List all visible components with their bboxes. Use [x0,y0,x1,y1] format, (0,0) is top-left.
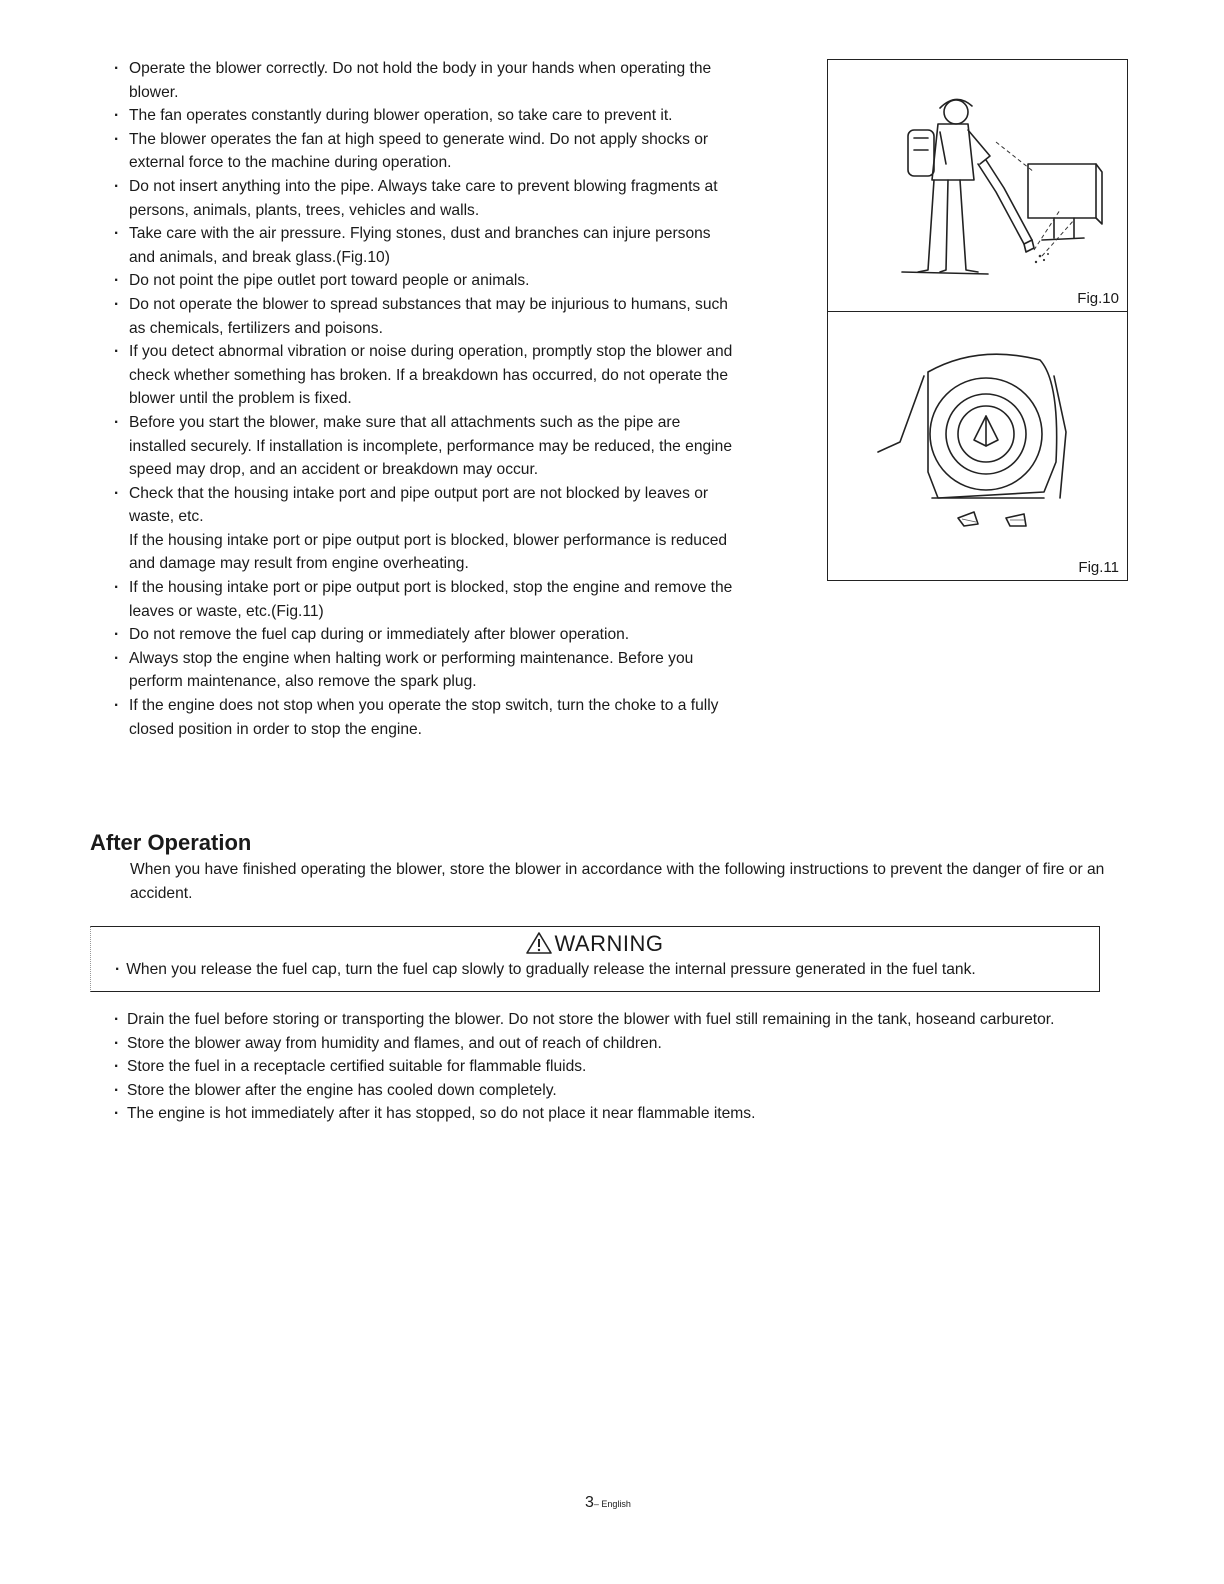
storage-list-item-line: and carburetor. [949,1011,1055,1028]
page-language: – English [593,1499,631,1509]
safety-list-item [114,175,820,222]
safety-list-item-line: · Do not remove the fuel cap during or immediately after blower operation. [129,626,630,644]
safety-list-item-line: and animals, and break glass.(Fig.10) [129,248,390,266]
safety-list-item-line: · Do not operate the blower to spread substances that may be injurious to humans, such [129,295,728,313]
safety-list-item-line: external force to the machine during operation. [129,154,452,172]
safety-list-item [114,623,820,647]
page-footer [585,1494,631,1512]
warning-heading-text: WARNING [554,931,664,956]
warning-box [90,926,1100,992]
safety-list-item [114,482,820,576]
safety-bullet-list [114,57,820,741]
safety-list-item-line: · Check that the housing intake port and pipe output port are not blocked by leaves or [129,484,709,502]
safety-list-item [114,222,820,269]
safety-list-item-line: blower until the problem is fixed. [129,390,352,408]
safety-list-item-line: persons, animals, plants, trees, vehicles and walls. [129,201,480,219]
figure-10 [828,60,1127,312]
safety-list-item-line: · If the housing intake port or pipe output port is blocked, stop the engine and remove the [129,579,733,597]
safety-list-item-line: · Do not insert anything into the pipe. Always take care to prevent blowing fragments at [129,177,718,195]
safety-list-item-line: · The fan operates constantly during blower operation, so take care to prevent it. [129,107,673,125]
safety-list-item [114,411,820,482]
figure-11 [828,312,1127,580]
safety-list-item-line: · The blower operates the fan at high speed to generate wind. Do not apply shocks or [129,130,709,148]
safety-list-item-line: · Take care with the air pressure. Flying stones, dust and branches can injure persons [129,225,711,243]
safety-list-item [114,128,820,175]
safety-list-item [114,104,820,128]
warning-triangle-icon [526,932,552,954]
figure-panel [827,59,1128,581]
safety-list-item-line: · If the engine does not stop when you operate the stop switch, turn the choke to a fully [129,697,719,715]
storage-bullet-list [114,1008,1104,1126]
page-number: 3 [585,1494,594,1511]
storage-list-item-line: Store the blower away from humidity and flames, and out of reach of children. [127,1034,662,1052]
safety-list-item-line: installed securely. If installation is incomplete, performance may be reduced, the engine [129,437,732,455]
safety-list-item [114,293,820,340]
safety-list-item-line: and damage may result from engine overheating. [129,555,469,573]
safety-list-item-line: · Before you start the blower, make sure that all attachments such as the pipe are [129,413,681,431]
figure-11-label: Fig.11 [1078,559,1119,576]
safety-list-item-line: perform maintenance, also remove the spark plug. [129,673,477,691]
safety-list-item-line: speed may drop, and an accident or breakdown may occur. [129,461,539,479]
safety-list-item-line: waste, etc. [129,508,204,526]
safety-list-item-line: · Do not point the pipe outlet port toward people or animals. [129,272,530,290]
storage-list-item [114,1032,1104,1056]
safety-list-item-line: check whether something has broken. If a breakdown has occurred, do not operate the [129,366,728,384]
figure-10-label: Fig.10 [1077,290,1119,307]
storage-list-item-line: Drain the fuel before storing or transporting the blower. Do not store the blower with fuel still remaining in the tank, hose [127,1011,950,1028]
safety-list-item [114,694,820,741]
safety-list-item [114,576,820,623]
section-title-after-operation: After Operation [90,830,252,855]
storage-list-item [114,1008,1104,1032]
safety-list-item [114,647,820,694]
safety-list-item-line: · If you detect abnormal vibration or noise during operation, promptly stop the blower and [129,343,733,361]
safety-list-item [114,269,820,293]
safety-list-item-line: as chemicals, fertilizers and poisons. [129,319,383,337]
safety-list-item-line: If the housing intake port or pipe output port is blocked, blower performance is reduced [129,531,728,549]
storage-list-item [114,1102,1104,1126]
safety-list-item-line: blower. [129,83,179,101]
section-intro: When you have finished operating the blower, store the blower in accordance with the following instructions to prevent the danger of fire or an accident. [130,861,1105,902]
storage-list-item-line: Store the blower after the engine has cooled down completely. [127,1081,557,1099]
storage-list-item-line: The engine is hot immediately after it has stopped, so do not place it near flammable items. [127,1105,756,1123]
safety-list-item [114,340,820,411]
safety-list-item [114,57,820,104]
storage-list-item-line: Store the fuel in a receptacle certified suitable for flammable fluids. [127,1058,587,1076]
safety-list-item-line: leaves or waste, etc.(Fig.11) [129,602,324,620]
safety-list-item-line: closed position in order to stop the engine. [129,720,423,738]
safety-list-item-line: · Operate the blower correctly. Do not hold the body in your hands when operating the [129,60,712,77]
safety-list-item-line: · Always stop the engine when halting work or performing maintenance. Before you [129,649,694,667]
warning-heading [91,931,1099,957]
storage-list-item [114,1055,1104,1079]
blower-housing-illustration [828,312,1127,580]
storage-list-item [114,1079,1104,1103]
warning-text: · When you release the fuel cap, turn the fuel cap slowly to gradually release the internal pressure generated in the fuel tank. [115,961,976,979]
blower-operator-illustration [828,60,1127,311]
